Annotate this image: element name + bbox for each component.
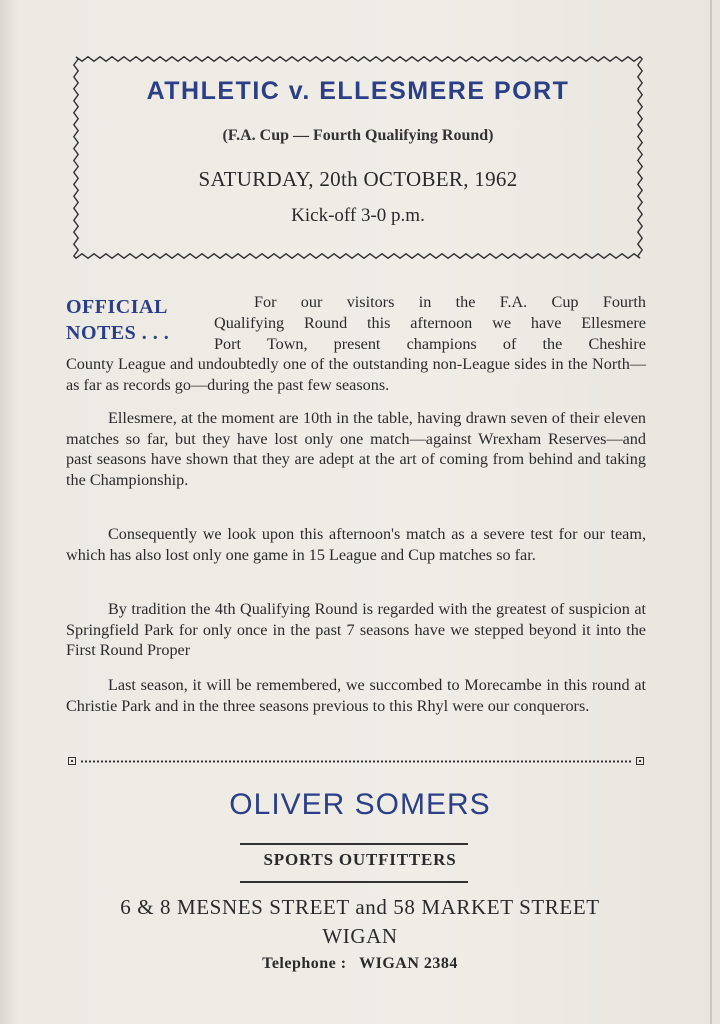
advert-address: 6 & 8 MESNES STREET and 58 MARKET STREET xyxy=(120,895,600,919)
notes-p1-rest: County League and undoubtedly one of the outstanding non-League sides in the North—as far as records go—during the past few seasons. xyxy=(66,355,646,394)
match-date: SATURDAY, 20th OCTOBER, 1962 xyxy=(198,167,518,191)
divider-end-left xyxy=(68,757,76,765)
match-title: ATHLETIC v. ELLESMERE PORT xyxy=(146,77,570,105)
advert-rule-top xyxy=(240,843,468,845)
divider-end-right xyxy=(636,757,644,765)
competition-label: (F.A. Cup — Fourth Qualifying Round) xyxy=(222,127,494,144)
telephone-number: WIGAN 2384 xyxy=(359,955,458,972)
page-fold xyxy=(710,0,712,1024)
notes-p1-line3: Port Town, present champions of the Cheshire xyxy=(214,335,646,353)
notes-paragraph-4: By tradition the 4th Qualifying Round is regarded with the greatest of suspicion at Springfield Park for only once in the past 7 seasons have we stepped beyond it into the First Round Proper xyxy=(66,600,646,659)
telephone-label: Telephone : xyxy=(262,955,347,972)
notes-p1-line1: For our visitors in the F.A. Cup Fourth xyxy=(254,293,646,311)
notes-heading-line2: NOTES . . . xyxy=(66,322,170,344)
advert-company-name: OLIVER SOMERS xyxy=(229,788,491,821)
advert-town: WIGAN xyxy=(322,924,398,948)
dotted-divider xyxy=(68,757,644,769)
notes-paragraph-3: Consequently we look upon this afternoon's match as a severe test for our team, which has also lost only one game in 15 League and Cup matches so far. xyxy=(66,525,646,564)
kickoff-time: Kick-off 3-0 p.m. xyxy=(291,205,425,226)
notes-heading-line1: OFFICIAL xyxy=(66,296,168,318)
notes-paragraph-2: Ellesmere, at the moment are 10th in the table, having drawn seven of their eleven matches so far, but they have lost only one match—against Wrexham Reserves—and past seasons have shown that they are adept at the art of coming from behind and taking the Championship. xyxy=(66,409,646,489)
notes-paragraph-5: Last season, it will be remembered, we succombed to Morecambe in this round at Christie Park and in the three seasons previous to this Rhyl were our conquerors. xyxy=(66,676,646,715)
notes-heading xyxy=(66,294,169,346)
advert-telephone xyxy=(0,955,720,973)
notes-p1-line2: Qualifying Round this afternoon we have Ellesmere xyxy=(214,314,646,332)
divider-dots xyxy=(80,760,632,763)
match-header-box xyxy=(72,55,644,260)
advert-trade: SPORTS OUTFITTERS xyxy=(263,850,457,869)
advert-rule-bottom xyxy=(240,881,468,883)
